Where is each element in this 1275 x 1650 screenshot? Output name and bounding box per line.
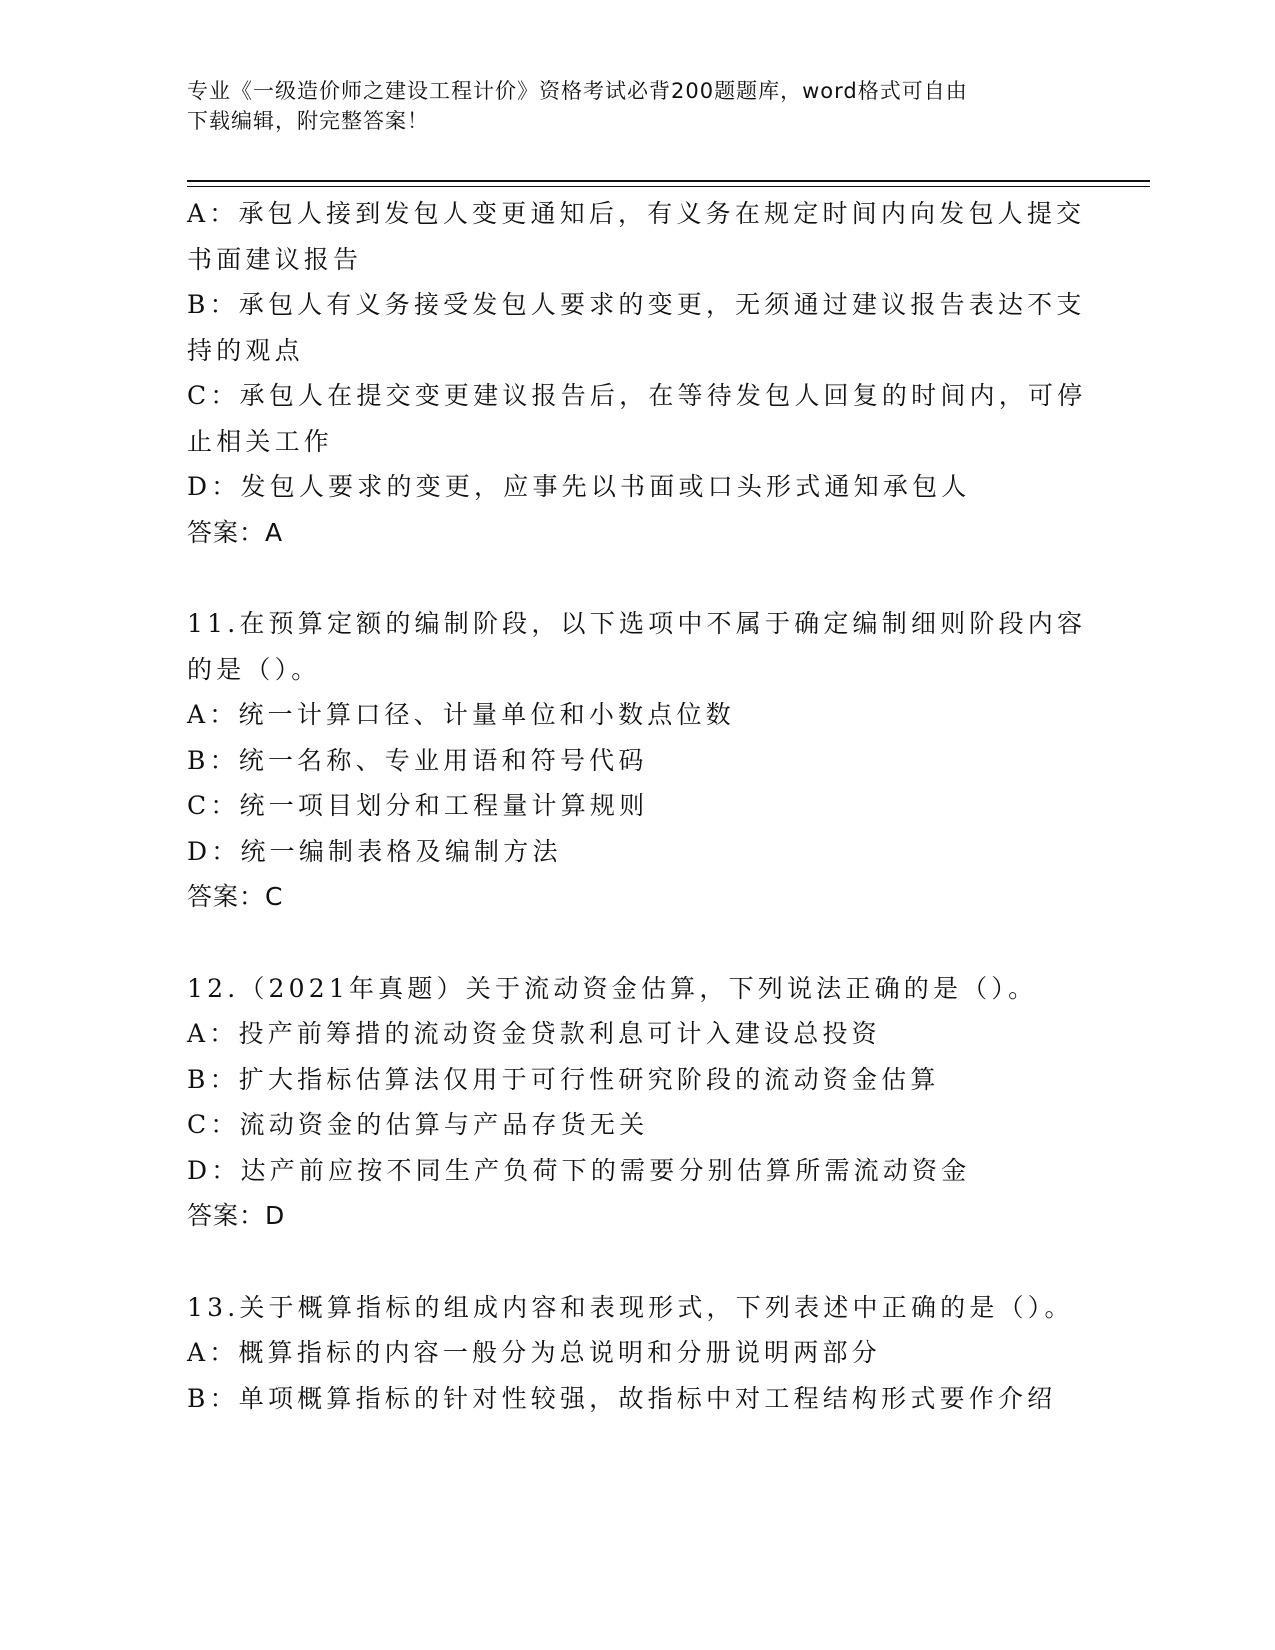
header-rule-thin [187, 186, 1150, 187]
option-c-line-1: C：承包人在提交变更建议报告后，在等待发包人回复的时间内，可停 [187, 381, 1087, 410]
question-stem-line-1: 11.在预算定额的编制阶段，以下选项中不属于确定编制细则阶段内容 [187, 609, 1087, 638]
option-a: A：投产前筹措的流动资金贷款利息可计入建设总投资 [187, 1019, 881, 1048]
spacer [187, 1239, 1077, 1285]
header-line-1: 专业《一级造价师之建设工程计价》资格考试必背200题题库，word格式可自由 [187, 79, 968, 103]
question-stem-line-2: 的是（）。 [187, 654, 321, 684]
spacer [187, 555, 1077, 601]
option-a: A：概算指标的内容一般分为总说明和分册说明两部分 [187, 1338, 881, 1367]
option-d: D：统一编制表格及编制方法 [187, 836, 562, 866]
question-stem: 13.关于概算指标的组成内容和表现形式，下列表述中正确的是（）。 [187, 1292, 1074, 1322]
question-content [187, 191, 1087, 1421]
option-c: C：统一项目划分和工程量计算规则 [187, 791, 649, 820]
option-b-line-2: 持的观点 [187, 335, 304, 365]
document-header [187, 76, 1067, 136]
question-block-12 [187, 966, 1077, 1239]
option-a: A：统一计算口径、计量单位和小数点位数 [187, 700, 735, 729]
option-c: C：流动资金的估算与产品存货无关 [187, 1110, 649, 1139]
answer-label: 答案：A [187, 517, 284, 547]
option-d: D：达产前应按不同生产负荷下的需要分别估算所需流动资金 [187, 1155, 971, 1185]
option-b: B：扩大指标估算法仅用于可行性研究阶段的流动资金估算 [187, 1064, 940, 1094]
option-c-line-2: 止相关工作 [187, 426, 334, 456]
option-b: B：单项概算指标的针对性较强，故指标中对工程结构形式要作介绍 [187, 1383, 1057, 1413]
option-b-line-1: B：承包人有义务接受发包人要求的变更，无须通过建议报告表达不支 [187, 290, 1086, 319]
question-stem: 12.（2021年真题）关于流动资金估算，下列说法正确的是（）。 [187, 973, 1038, 1003]
answer-label: 答案：D [187, 1201, 286, 1230]
option-d-line-1: D：发包人要求的变更，应事先以书面或口头形式通知承包人 [187, 472, 971, 501]
option-a-line-2: 书面建议报告 [187, 244, 363, 274]
answer-label: 答案：C [187, 882, 284, 911]
spacer [187, 920, 1077, 966]
option-b: B：统一名称、专业用语和符号代码 [187, 745, 648, 775]
question-block-11 [187, 601, 1087, 920]
header-line-2: 下载编辑，附完整答案！ [187, 109, 429, 133]
option-a-line-1: A：承包人接到发包人变更通知后，有义务在规定时间内向发包人提交 [187, 199, 1086, 228]
header-rule-thick [187, 180, 1150, 182]
question-block-10 [187, 191, 1087, 555]
question-block-13 [187, 1285, 1077, 1422]
